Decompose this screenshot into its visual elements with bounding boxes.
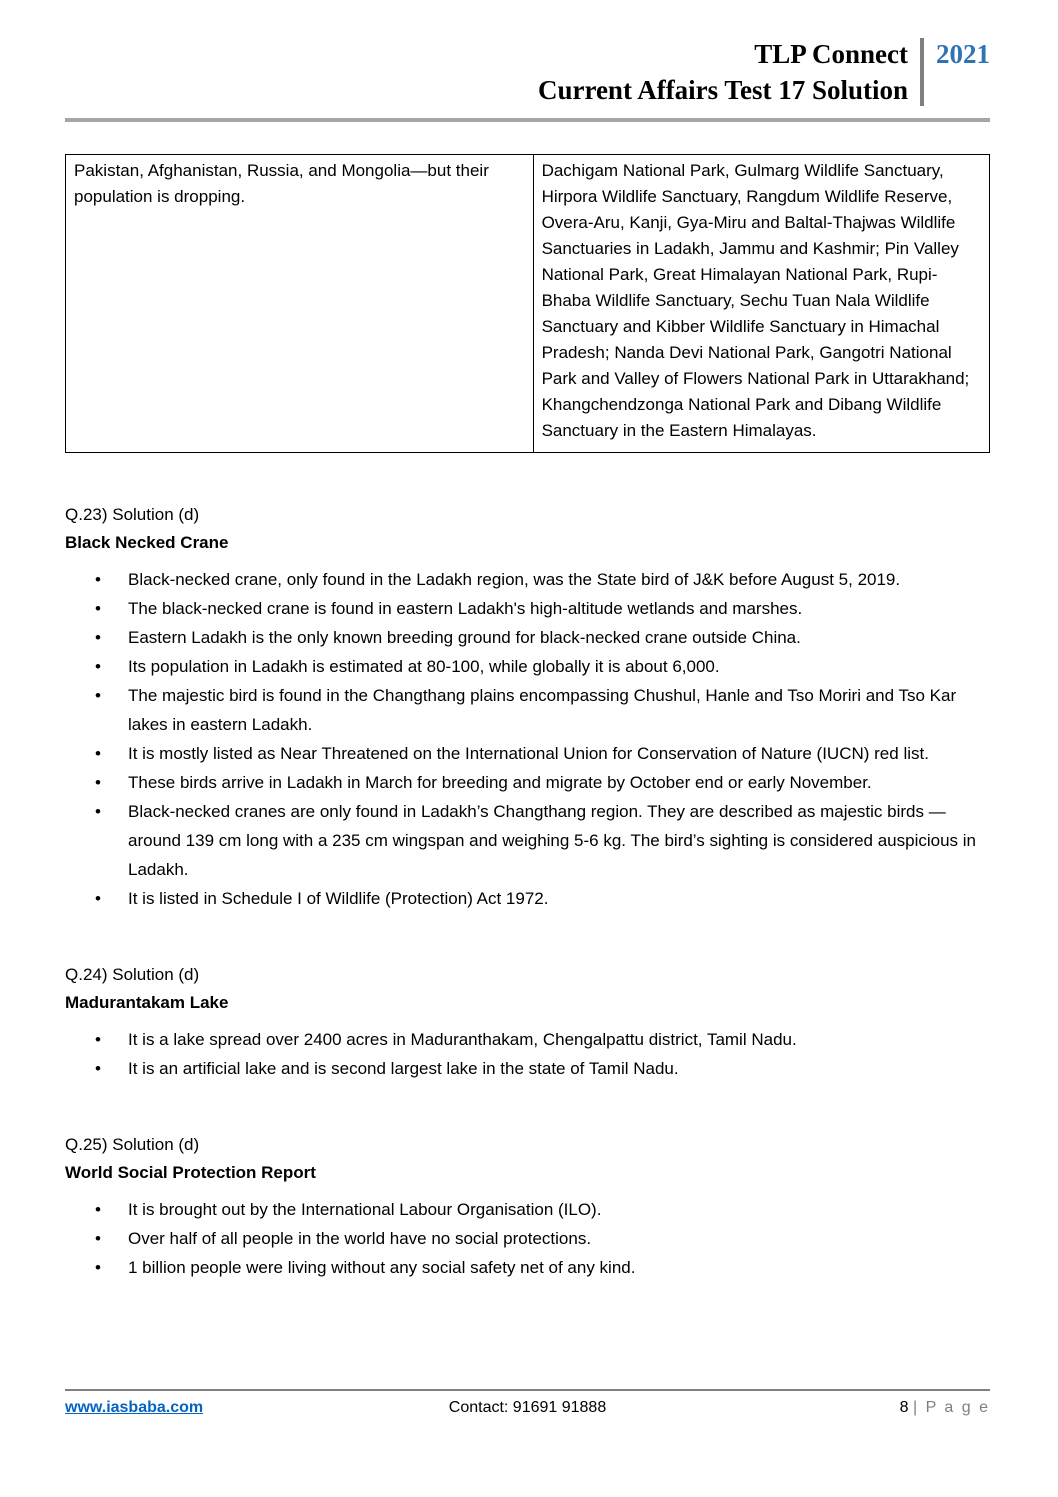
header-divider: [920, 38, 924, 106]
footer-rule: [65, 1389, 990, 1391]
bullet-item: [65, 768, 990, 797]
bullet-text: Black-necked cranes are only found in Ladakh’s Changthang region. They are described as majestic birds — around 139 cm long with a 235 cm wingspan and weighing 5-6 kg. The bird’s sighting is considered auspicious in Ladakh.: [128, 802, 976, 879]
bullet-item: [65, 594, 990, 623]
bullet-text: It is listed in Schedule I of Wildlife (Protection) Act 1972.: [128, 889, 549, 908]
page-number: 8: [899, 1399, 909, 1416]
topic-heading: Madurantakam Lake: [65, 993, 229, 1012]
bullet-marker: •: [95, 773, 101, 792]
bullet-marker: •: [95, 1258, 101, 1277]
bullet-text: The majestic bird is found in the Changthang plains encompassing Chushul, Hanle and Tso Moriri and Tso Kar lakes in eastern Ladakh.: [128, 686, 957, 734]
question-heading: Q.24) Solution (d): [65, 965, 200, 984]
page-label: | P a g e: [912, 1399, 990, 1416]
bullet-marker: •: [95, 802, 101, 821]
table-cell-left: Pakistan, Afghanistan, Russia, and Mongolia—but their population is dropping.: [66, 155, 534, 453]
bullet-item: [65, 565, 990, 594]
info-table: [65, 154, 990, 453]
bullet-text: 1 billion people were living without any social safety net of any kind.: [128, 1258, 636, 1277]
topic-heading: Black Necked Crane: [65, 533, 229, 552]
header-rule: [65, 118, 990, 122]
header-titles: [538, 36, 908, 108]
doc-title: TLP Connect: [754, 39, 908, 69]
bullet-list: [65, 1195, 990, 1282]
bullet-text: Eastern Ladakh is the only known breeding ground for black-necked crane outside China.: [128, 628, 801, 647]
footer-page-indicator: [690, 1399, 990, 1417]
bullet-item: [65, 681, 990, 739]
bullet-marker: •: [95, 1229, 101, 1248]
footer-left: [65, 1399, 365, 1417]
bullet-item: [65, 1195, 990, 1224]
bullet-text: Over half of all people in the world have no social protections.: [128, 1229, 592, 1248]
bullet-marker: •: [95, 1059, 101, 1078]
bullet-text: It is brought out by the International Labour Organisation (ILO).: [128, 1200, 602, 1219]
bullet-text: Its population in Ladakh is estimated at 80-100, while globally it is about 6,000.: [128, 657, 720, 676]
bullet-marker: •: [95, 889, 101, 908]
bullet-item: [65, 1054, 990, 1083]
question-heading: Q.23) Solution (d): [65, 505, 200, 524]
document-header: [65, 36, 990, 108]
question-heading: Q.25) Solution (d): [65, 1135, 200, 1154]
bullet-item: [65, 1253, 990, 1282]
bullet-text: It is a lake spread over 2400 acres in Maduranthakam, Chengalpattu district, Tamil Nadu.: [128, 1030, 797, 1049]
doc-subtitle: Current Affairs Test 17 Solution: [537, 75, 908, 105]
bullet-text: The black-necked crane is found in eastern Ladakh's high-altitude wetlands and marshes.: [128, 599, 803, 618]
bullet-marker: •: [95, 599, 101, 618]
bullet-marker: •: [95, 1030, 101, 1049]
bullet-marker: •: [95, 628, 101, 647]
bullet-list: [65, 565, 990, 913]
footer-contact: Contact: 91691 91888: [448, 1399, 607, 1416]
section-q24: [65, 961, 990, 1083]
bullet-item: [65, 623, 990, 652]
bullet-marker: •: [95, 657, 101, 676]
doc-year: 2021: [936, 39, 990, 69]
bullet-marker: •: [95, 744, 101, 763]
bullet-item: [65, 739, 990, 768]
bullet-text: These birds arrive in Ladakh in March for breeding and migrate by October end or early November.: [128, 773, 872, 792]
footer-row: [65, 1399, 990, 1417]
website-link[interactable]: www.iasbaba.com: [65, 1399, 204, 1416]
bullet-marker: •: [95, 570, 101, 589]
bullet-text: It is mostly listed as Near Threatened on the International Union for Conservation of Nature (IUCN) red list.: [128, 744, 929, 763]
bullet-marker: •: [95, 1200, 101, 1219]
bullet-text: It is an artificial lake and is second largest lake in the state of Tamil Nadu.: [128, 1059, 679, 1078]
bullet-marker: •: [95, 686, 101, 705]
section-q23: [65, 501, 990, 913]
topic-heading: World Social Protection Report: [65, 1163, 316, 1182]
bullet-item: [65, 884, 990, 913]
table-row: [66, 155, 990, 453]
bullet-item: [65, 652, 990, 681]
section-q25: [65, 1131, 990, 1282]
table-cell-right: Dachigam National Park, Gulmarg Wildlife Sanctuary, Hirpora Wildlife Sanctuary, Rangdum Wildlife Reserve, Overa-Aru, Kanji, Gya-Miru and Baltal-Thajwas Wildlife Sanctuaries in Ladakh, Jammu and Kashmir; Pin Valley National Park, Great Himalayan National Park, Rupi-Bhaba Wildlife Sanctuary, Sechu Tuan Nala Wildlife Sanctuary and Kibber Wildlife Sanctuary in Himachal Pradesh; Nanda Devi National Park, Gangotri National Park and Valley of Flowers National Park in Uttarakhand; Khangchendzonga National Park and Dibang Wildlife Sanctuary in the Eastern Himalayas.: [533, 155, 989, 453]
bullet-item: [65, 797, 990, 884]
page-footer: [65, 1389, 990, 1417]
bullet-item: [65, 1025, 990, 1054]
bullet-text: Black-necked crane, only found in the Ladakh region, was the State bird of J&K before August 5, 2019.: [128, 570, 901, 589]
bullet-item: [65, 1224, 990, 1253]
bullet-list: [65, 1025, 990, 1083]
